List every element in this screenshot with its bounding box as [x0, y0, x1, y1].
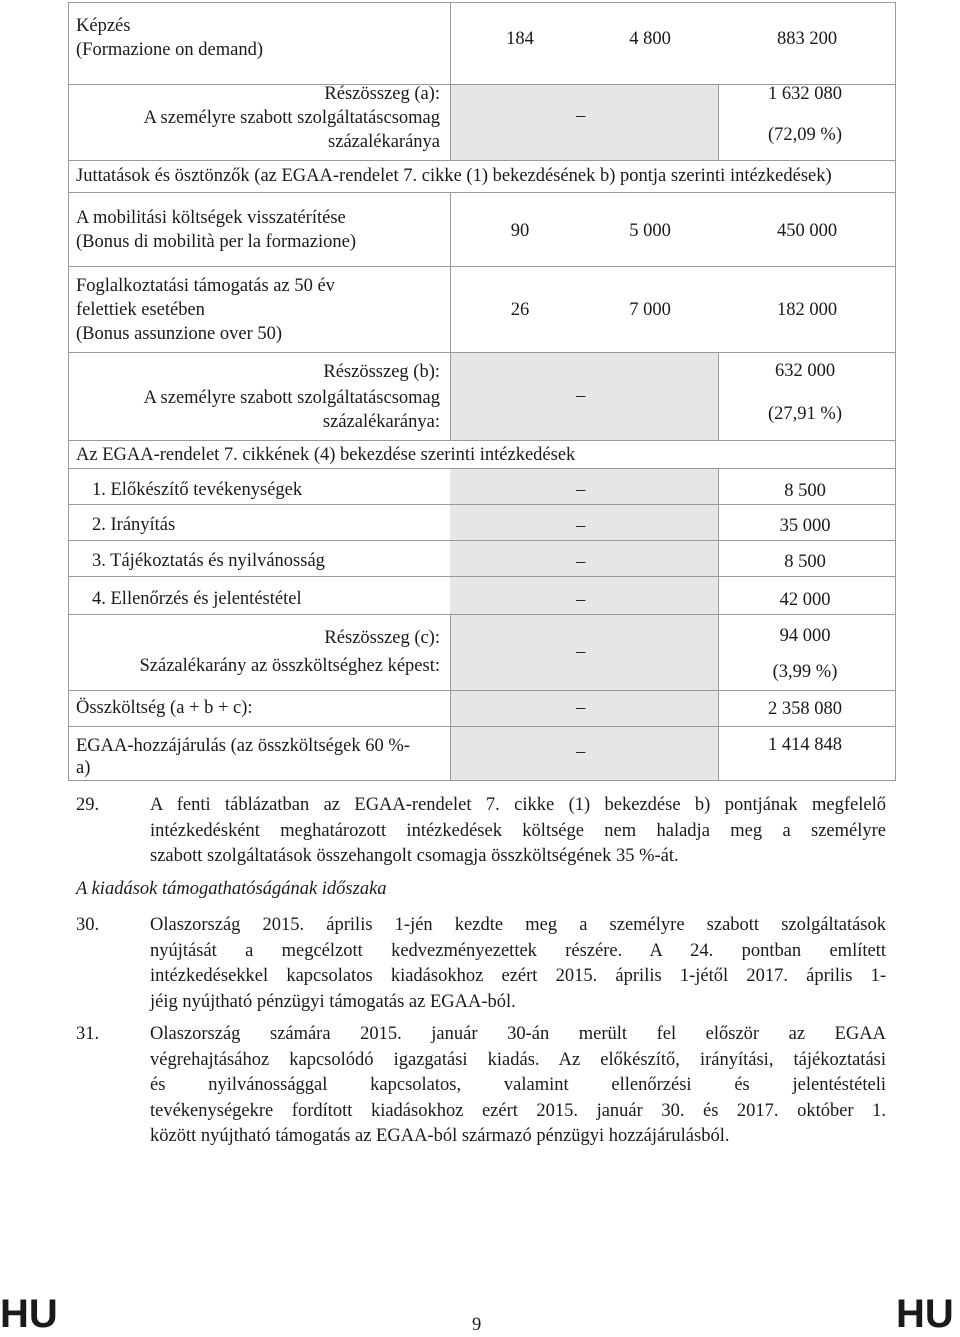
list-item-value: 35 000	[779, 516, 831, 536]
row-label: (Bonus assunzione over 50)	[76, 324, 283, 344]
paragraph-line: Olaszország számára 2015. január 30-án merült fel először az EGAA	[150, 1024, 886, 1044]
row-label: A mobilitási költségek visszatérítése	[76, 208, 346, 228]
section-heading: Juttatások és ösztönzők (az EGAA-rendelet 7. cikke (1) bekezdésének b) pontja szerinti intézkedések)	[76, 166, 832, 186]
paragraph-line: Olaszország 2015. április 1-jén kezdte meg a személyre szabott szolgáltatások	[150, 915, 886, 935]
cell-value: 182 000	[776, 300, 838, 320]
list-item-value: 8 500	[784, 481, 826, 501]
cell-value: 7 000	[629, 300, 671, 320]
row-label: felettiek esetében	[76, 300, 205, 320]
list-item-label: 4. Ellenőrzés és jelentéstétel	[92, 589, 302, 609]
paragraph-line: között nyújtható támogatás az EGAA-ból származó pénzügyi hozzájárulásból.	[150, 1126, 730, 1147]
subtotal-percent: (3,99 %)	[772, 662, 838, 682]
empty-dash: –	[576, 698, 586, 718]
empty-dash: –	[576, 480, 586, 500]
subtotal-label: A személyre szabott szolgáltatáscsomag	[143, 388, 440, 408]
paragraph-line: nyújtását a megcélzott kedvezményezettek részére. A 24. pontban említett	[150, 940, 886, 961]
empty-dash: –	[576, 642, 586, 662]
list-item-label: 1. Előkészítő tevékenységek	[92, 480, 303, 500]
list-item-label: 2. Irányítás	[92, 515, 176, 535]
subtotal-value: 632 000	[774, 361, 836, 381]
list-item-value: 42 000	[779, 590, 831, 610]
cell-value: 184	[506, 29, 534, 49]
subtotal-label: A személyre szabott szolgáltatáscsomag	[143, 108, 440, 128]
paragraph	[150, 793, 886, 870]
contribution-value: 1 414 848	[768, 735, 842, 755]
section-heading: Az EGAA-rendelet 7. cikkének (4) bekezdése szerinti intézkedések	[76, 445, 576, 465]
paragraph	[150, 913, 886, 1015]
subtotal-label: százalékaránya:	[322, 412, 440, 432]
subtotal-label: Részösszeg (a):	[324, 84, 440, 104]
row-label: (Bonus di mobilità per la formazione)	[76, 232, 356, 252]
paragraph-line: tevékenységekre fordított kiadásokhoz ezért 2015. január 30. és 2017. október 1.	[150, 1100, 886, 1121]
cell-value: 450 000	[776, 221, 838, 241]
row-label: Képzés	[76, 16, 131, 36]
paragraph-line: jéig nyújtható pénzügyi támogatás az EGAA-ból.	[150, 991, 516, 1012]
subtotal-value: 94 000	[779, 626, 831, 646]
cell-value: 4 800	[629, 29, 671, 49]
total-value: 2 358 080	[768, 699, 842, 719]
subtotal-label: Részösszeg (c):	[324, 628, 440, 648]
page-number: 9	[472, 1315, 482, 1335]
subtotal-label: Százalékarány az összköltséghez képest:	[139, 656, 440, 676]
list-item-label: 3. Tájékoztatás és nyilvánosság	[92, 551, 325, 571]
subtotal-label: Részösszeg (b):	[323, 362, 440, 382]
contribution-label: a)	[76, 758, 91, 778]
paragraph-line: intézkedésekkel kapcsolatos kiadásokhoz ezért 2015. április 1-jétől 2017. április 1-	[150, 966, 886, 987]
cell-value: 883 200	[776, 29, 838, 49]
paragraph-line: végrehajtásához kapcsolódó igazgatási kiadás. Az előkészítő, irányítási, tájékoztatási	[150, 1049, 886, 1070]
empty-dash: –	[576, 552, 586, 572]
paragraph-line: szabott szolgáltatások összehangolt csomagja összköltségének 35 %-át.	[150, 846, 679, 867]
paragraph-line: intézkedésként meghatározott intézkedések költsége nem haladja meg a személyre	[150, 820, 886, 841]
row-label: (Formazione on demand)	[76, 40, 263, 60]
section-subheading: A kiadások támogathatóságának időszaka	[76, 879, 387, 899]
empty-dash: –	[576, 590, 586, 610]
subtotal-label: százalékaránya	[328, 132, 440, 152]
cell-value: 90	[510, 221, 530, 241]
contribution-label: EGAA-hozzájárulás (az összköltségek 60 %-	[76, 736, 410, 756]
cell-value: 26	[510, 300, 530, 320]
subtotal-percent: (27,91 %)	[768, 404, 842, 424]
empty-dash: –	[576, 106, 586, 126]
cell-value: 5 000	[629, 221, 671, 241]
paragraph-line: és nyilvánossággal kapcsolatos, valamint ellenőrzési és jelentéstételi	[150, 1075, 886, 1096]
paragraph	[150, 1022, 886, 1150]
subtotal-percent: (72,09 %)	[768, 125, 842, 145]
total-label: Összköltség (a + b + c):	[76, 698, 253, 718]
footer-language-left: HU	[0, 1292, 58, 1336]
paragraph-number: 30.	[76, 915, 100, 935]
empty-dash: –	[576, 516, 586, 536]
empty-dash: –	[576, 386, 586, 406]
row-label: Foglalkoztatási támogatás az 50 év	[76, 276, 335, 296]
list-item-value: 8 500	[784, 552, 826, 572]
paragraph-number: 31.	[76, 1024, 100, 1044]
empty-dash: –	[576, 742, 586, 762]
footer-language-right: HU	[896, 1292, 954, 1336]
paragraph-number: 29.	[76, 795, 100, 815]
paragraph-line: A fenti táblázatban az EGAA-rendelet 7. cikke (1) bekezdése b) pontjának megfelelő	[150, 795, 886, 815]
subtotal-value: 1 632 080	[768, 84, 842, 104]
